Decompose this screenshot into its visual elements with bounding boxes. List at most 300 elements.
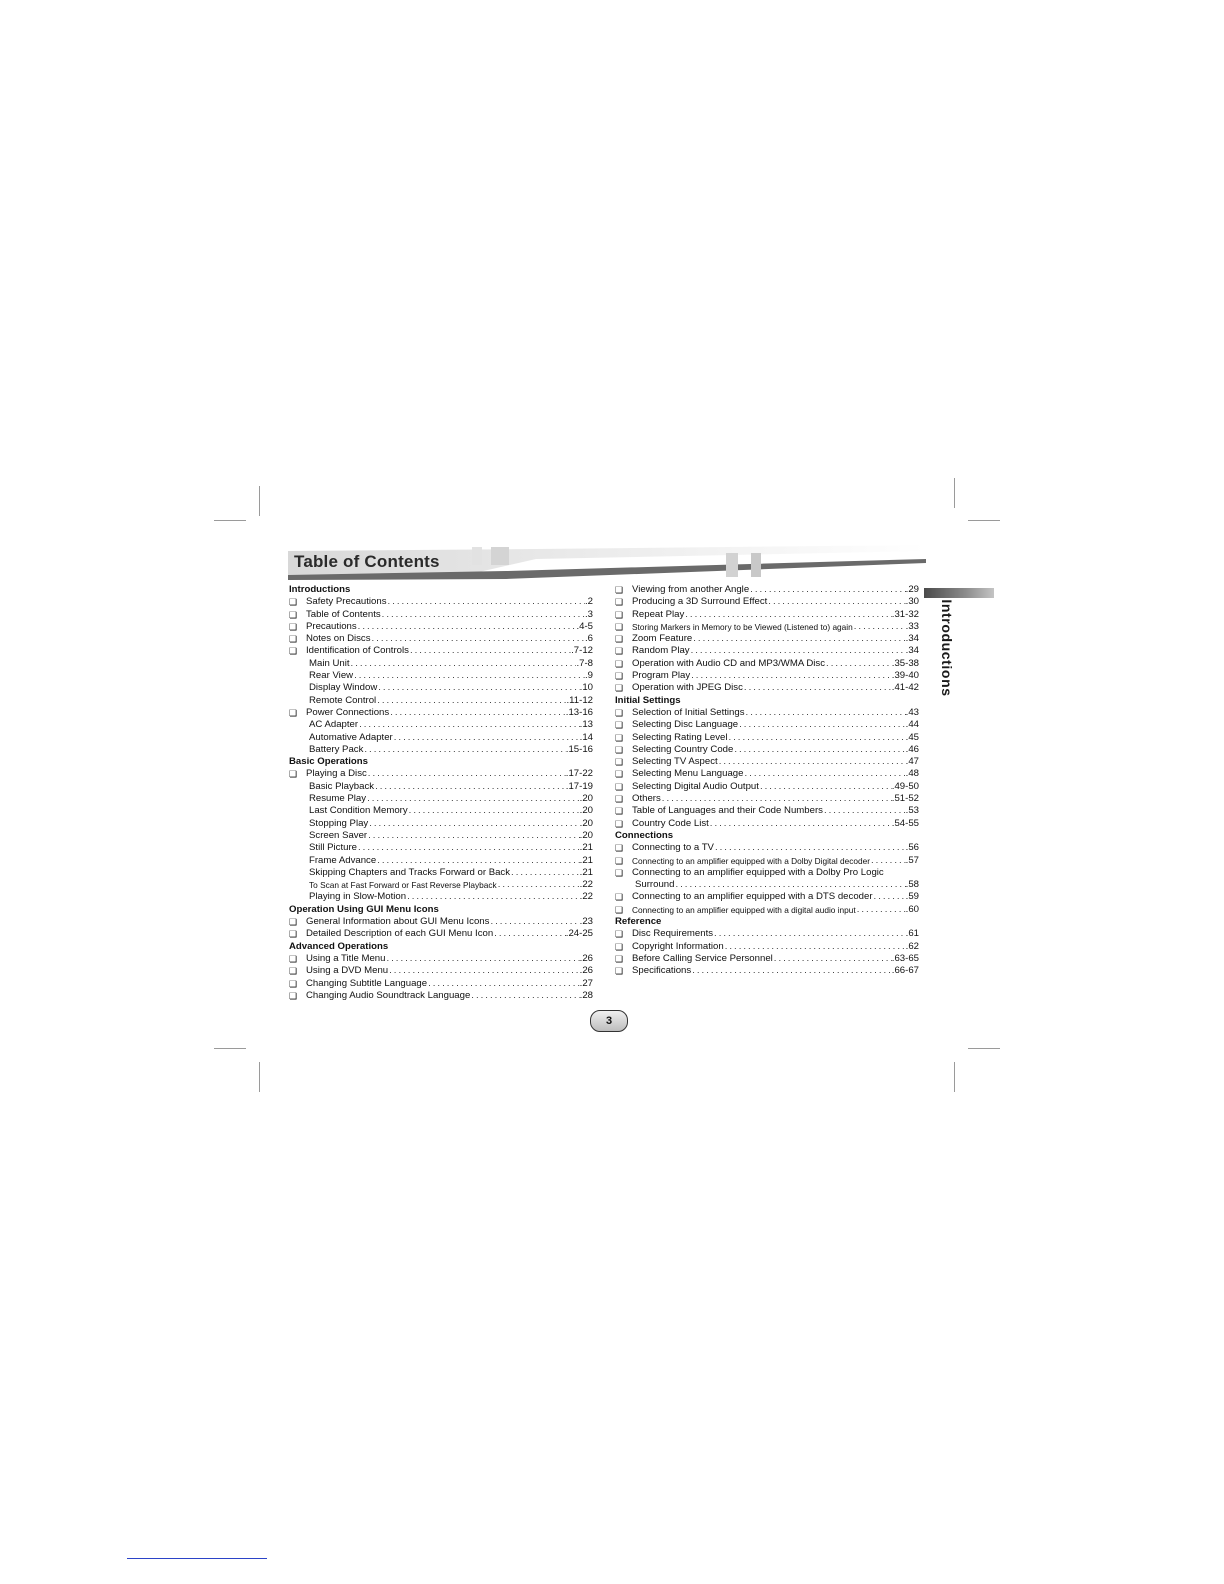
section-label: Basic Operations [289,756,368,768]
page-ref: .48 [905,768,919,780]
toc-entry[interactable] [615,904,919,916]
page-ref: .33 [905,620,919,632]
dot-leader [387,596,585,608]
entry-label: Operation with JPEG Disc [632,682,743,694]
page-ref: .11-12 [566,694,593,706]
page-title: Table of Contents [294,552,440,571]
checkbox-bullet-icon: ❏ [289,953,298,964]
page-ref: .13-16 [565,706,593,718]
checkbox-bullet-icon: ❏ [615,794,624,805]
dot-leader [371,633,585,645]
dot-leader [767,596,905,608]
crop-mark [214,1048,246,1049]
page-ref: .44 [905,719,919,731]
entry-label: Detailed Description of each GUI Menu Icon [306,928,494,940]
entry-label: Zoom Feature [632,633,693,645]
toc-section-heading[interactable] [615,830,919,842]
checkbox-bullet-icon: ❏ [615,781,624,792]
dot-leader [749,584,906,596]
dot-leader [350,658,577,670]
toc-entry[interactable] [615,670,919,682]
entry-label: Power Connections [306,706,390,718]
entry-label: Notes on Discs [306,633,371,645]
entry-label: Table of Languages and their Code Numbers [632,805,823,817]
dot-leader [374,781,566,793]
page-ref: .41-42 [891,682,919,694]
dot-leader [661,793,892,805]
checkbox-bullet-icon: ❏ [615,707,624,718]
toc-subentry[interactable] [289,781,593,793]
toc-section-heading[interactable] [289,756,593,768]
page-ref: .30 [905,596,919,608]
entry-label: Selecting Digital Audio Output [632,780,759,792]
page-ref: .17-22 [565,768,593,780]
checkbox-bullet-icon: ❏ [289,966,298,977]
page-ref: .27 [579,977,593,989]
toc-entry[interactable] [615,645,919,657]
side-section-label: Introductions [939,599,955,697]
checkbox-bullet-icon: ❏ [615,818,624,829]
checkbox-bullet-icon: ❏ [615,683,624,694]
entry-label: Repeat Play [632,608,685,620]
entry-label: Connecting to an amplifier equipped with a DTS decoder [632,891,873,903]
page-ref: .63-65 [891,952,919,964]
dot-leader [367,830,580,842]
toc-subentry[interactable] [289,879,593,891]
checkbox-bullet-icon: ❏ [289,609,298,620]
page-ref: .10 [579,682,593,694]
checkbox-bullet-icon: ❏ [289,621,298,632]
entry-label: Main Unit [309,657,350,669]
page-ref: .22 [579,879,593,891]
entry-label: Last Condition Memory [309,805,408,817]
toc-entry[interactable] [615,928,919,940]
dot-leader [357,842,580,854]
entry-label: Resume Play [309,793,367,805]
side-tab-bar [924,588,994,598]
entry-label: Storing Markers in Memory to be Viewed (Listened to) again [632,621,853,632]
dot-leader [408,805,580,817]
entry-label: Display Window [309,682,378,694]
dot-leader [470,990,579,1002]
checkbox-bullet-icon: ❏ [615,585,624,595]
page-ref: .2 [584,596,593,608]
toc-entry[interactable] [615,805,919,817]
page-ref: .35-38 [891,657,919,669]
dot-leader [674,879,905,891]
entry-label: Playing a Disc [306,768,367,780]
toc-subentry[interactable] [289,867,593,879]
page-ref: .45 [905,731,919,743]
entry-label: Copyright Information [632,940,724,952]
entry-label: Viewing from another Angle [632,584,750,595]
dot-leader [363,744,565,756]
toc-subentry[interactable] [289,658,593,670]
page-ref: .66-67 [891,965,919,977]
page-ref: .20 [579,793,593,805]
dot-leader [745,707,906,719]
entry-label: Changing Audio Soundtrack Language [306,989,471,1001]
page-ref: .47 [905,756,919,768]
toc-section-heading[interactable] [615,916,919,928]
toc-entry[interactable] [615,633,919,645]
checkbox-bullet-icon: ❏ [289,597,298,608]
toc-entry[interactable] [289,621,593,633]
entry-label: AC Adapter [309,719,359,731]
entry-label: Selecting Country Code [632,743,734,755]
entry-label: Connecting to a TV [632,842,714,854]
toc-subentry[interactable] [289,805,593,817]
crop-mark [954,478,955,508]
toc-subentry[interactable] [615,879,919,891]
dot-leader [406,891,580,903]
toc-entry[interactable] [289,928,593,940]
entry-label: General Information about GUI Menu Icons [306,916,490,928]
dot-leader [733,744,905,756]
entry-label: Precautions [306,620,357,632]
entry-label: Disc Requirements [632,928,714,940]
dot-leader [427,978,580,990]
entry-label: Still Picture [309,842,357,854]
entry-label: Country Code List [632,817,709,829]
toc-entry[interactable] [289,645,593,657]
toc-subentry[interactable] [289,682,593,694]
checkbox-bullet-icon: ❏ [615,732,624,743]
entry-label: Selecting Rating Level [632,731,728,743]
toc-entry[interactable] [615,953,919,965]
dot-leader [856,904,906,916]
dot-leader [773,953,892,965]
checkbox-bullet-icon: ❏ [615,806,624,817]
page-ref: .59 [905,891,919,903]
page-ref: .3 [584,608,593,620]
toc-subentry[interactable] [289,695,593,707]
page-ref: .4-5 [576,620,593,632]
toc-entry[interactable] [615,867,919,879]
entry-label: Safety Precautions [306,596,387,608]
toc-subentry[interactable] [289,830,593,842]
checkbox-bullet-icon: ❏ [615,720,624,731]
page-ref: .20 [579,829,593,841]
toc-entry[interactable] [289,990,593,1002]
toc-section-heading[interactable] [289,584,593,596]
toc-entry[interactable] [615,842,919,854]
dot-leader [743,768,905,780]
page-ref: .61 [905,928,919,940]
page-ref: .21 [579,866,593,878]
toc-entry[interactable] [615,584,919,596]
toc-subentry[interactable] [289,793,593,805]
toc-subentry[interactable] [289,891,593,903]
dot-leader [825,658,892,670]
toc-entry[interactable] [289,953,593,965]
checkbox-bullet-icon: ❏ [615,634,624,645]
toc-entry[interactable] [289,965,593,977]
entry-label: Specifications [632,965,692,977]
checkbox-bullet-icon: ❏ [615,855,624,866]
page-ref: .43 [905,706,919,718]
toc-entry[interactable] [289,768,593,780]
checkbox-bullet-icon: ❏ [615,953,624,964]
entry-label: Basic Playback [309,780,375,792]
page-ref: .7-8 [576,657,593,669]
crop-mark [968,520,1000,521]
dot-leader [381,609,585,621]
section-label: Advanced Operations [289,940,389,952]
toc-entry[interactable] [615,732,919,744]
toc-subentry[interactable] [289,818,593,830]
toc-entry[interactable] [615,621,919,633]
toc-subentry[interactable] [289,732,593,744]
entry-label: Stopping Play [309,817,369,829]
page-ref: .14 [579,731,593,743]
toc-entry[interactable] [615,891,919,903]
toc-subentry[interactable] [289,744,593,756]
dot-leader [388,965,580,977]
page-ref: .29 [905,584,919,595]
entry-label: Program Play [632,670,691,682]
page-ref: .20 [579,817,593,829]
dot-leader [368,818,579,830]
dot-leader [759,781,892,793]
toc-entry[interactable] [615,682,919,694]
toc-entry[interactable] [289,633,593,645]
crop-mark [259,486,260,516]
footer-link-line [127,1558,267,1559]
entry-label: Surround [635,879,675,891]
page-ref: .28 [579,989,593,1001]
checkbox-bullet-icon: ❏ [615,757,624,768]
entry-label: Selecting Menu Language [632,768,744,780]
toc-subentry[interactable] [289,855,593,867]
checkbox-bullet-icon: ❏ [615,904,624,915]
section-label: Operation Using GUI Menu Icons [289,903,439,915]
dot-leader [713,928,906,940]
checkbox-bullet-icon: ❏ [615,892,624,903]
dot-leader [389,707,566,719]
section-label: Initial Settings [615,694,681,706]
dot-leader [692,633,905,645]
page-ref: .26 [579,952,593,964]
entry-label: Selecting TV Aspect [632,756,718,768]
entry-label: Playing in Slow-Motion [309,891,407,903]
entry-label: Using a DVD Menu [306,965,389,977]
section-label: Reference [615,916,662,928]
toc-entry[interactable] [615,855,919,867]
entry-label: Battery Pack [309,743,364,755]
section-label: Introductions [289,584,351,595]
checkbox-bullet-icon: ❏ [289,990,298,1001]
page-ref: .24-25 [565,928,593,940]
dot-leader [714,842,906,854]
toc-entry[interactable] [289,916,593,928]
page-header [286,545,926,581]
page-ref: .23 [579,916,593,928]
crop-mark [259,1062,260,1092]
dot-leader [853,621,906,633]
toc-section-heading[interactable] [289,904,593,916]
dot-leader [385,953,579,965]
toc-subentry[interactable] [289,842,593,854]
dot-leader [724,941,906,953]
toc-entry[interactable] [615,719,919,731]
toc-entry[interactable] [615,744,919,756]
dot-leader [691,965,892,977]
page-ref: .34 [905,633,919,645]
dot-leader [489,916,579,928]
toc-entry[interactable] [615,756,919,768]
page-number-badge: 3 [590,1010,628,1032]
dot-leader [690,645,906,657]
section-label: Connections [615,829,674,841]
toc-entry[interactable] [615,596,919,608]
page-ref: .20 [579,805,593,817]
checkbox-bullet-icon: ❏ [615,671,624,682]
toc-entry[interactable] [615,658,919,670]
dot-leader [367,768,566,780]
entry-label: Random Play [632,645,690,657]
checkbox-bullet-icon: ❏ [615,867,624,878]
entry-label: Operation with Audio CD and MP3/WMA Disc [632,657,826,669]
toc-entry[interactable] [615,768,919,780]
entry-label: Connecting to an amplifier equipped with a Dolby Pro Logic [632,866,884,878]
checkbox-bullet-icon: ❏ [289,634,298,645]
page-ref: .22 [579,891,593,903]
dot-leader [870,855,906,867]
dot-leader [718,756,906,768]
page-ref: .62 [905,940,919,952]
dot-leader [409,645,571,657]
page-ref: .46 [905,743,919,755]
checkbox-bullet-icon: ❏ [615,744,624,755]
entry-label: Changing Subtitle Language [306,977,428,989]
toc-section-heading[interactable] [615,695,919,707]
entry-label: Rear View [309,670,354,682]
page-ref: .53 [905,805,919,817]
toc-entry[interactable] [615,793,919,805]
toc-entry[interactable] [289,596,593,608]
dot-leader [353,670,585,682]
page-ref: .58 [905,879,919,891]
page-ref: .57 [905,854,919,866]
toc-entry[interactable] [615,965,919,977]
checkbox-bullet-icon: ❏ [289,769,298,780]
entry-label: Producing a 3D Surround Effect [632,596,768,608]
dot-leader [376,855,579,867]
toc-right-column [615,584,919,978]
toc-entry[interactable] [615,818,919,830]
checkbox-bullet-icon: ❏ [615,941,624,952]
checkbox-bullet-icon: ❏ [615,597,624,608]
toc-entry[interactable] [615,609,919,621]
toc-left-column [289,584,593,1002]
checkbox-bullet-icon: ❏ [289,707,298,718]
toc-entry[interactable] [289,978,593,990]
entry-label: Selection of Initial Settings [632,706,745,718]
page-ref: .49-50 [891,780,919,792]
checkbox-bullet-icon: ❏ [289,978,298,989]
entry-label: Others [632,793,661,805]
page-ref: .54-55 [891,817,919,829]
entry-label: Automative Adapter [309,731,393,743]
page-ref: .15-16 [565,743,593,755]
page-ref: .13 [579,719,593,731]
page-ref: .39-40 [891,670,919,682]
checkbox-bullet-icon: ❏ [615,646,624,657]
crop-mark [954,1062,955,1092]
checkbox-bullet-icon: ❏ [615,609,624,620]
checkbox-bullet-icon: ❏ [615,658,624,669]
entry-label: Using a Title Menu [306,952,386,964]
checkbox-bullet-icon: ❏ [289,646,298,657]
page-ref: .7-12 [571,645,593,657]
dot-leader [690,670,892,682]
page-ref: .6 [584,633,593,645]
page-ref: .21 [579,842,593,854]
toc-section-heading[interactable] [289,941,593,953]
page-ref: .9 [584,670,593,682]
page-ref: .31-32 [891,608,919,620]
page-ref: .21 [579,854,593,866]
checkbox-bullet-icon: ❏ [615,929,624,940]
dot-leader [510,867,580,879]
toc-entry[interactable] [615,781,919,793]
dot-leader [493,928,566,940]
dot-leader [823,805,906,817]
checkbox-bullet-icon: ❏ [289,929,298,940]
entry-label: Selecting Disc Language [632,719,739,731]
toc-entry[interactable] [615,707,919,719]
page-ref: .17-19 [565,780,593,792]
entry-label: Identification of Controls [306,645,409,657]
checkbox-bullet-icon: ❏ [615,966,624,977]
checkbox-bullet-icon: ❏ [615,621,624,632]
dot-leader [873,891,906,903]
entry-label: Before Calling Service Personnel [632,952,773,964]
page-ref: .56 [905,842,919,854]
dot-leader [357,621,577,633]
dot-leader [738,719,906,731]
toc-subentry[interactable] [289,719,593,731]
page-ref: .51-52 [891,793,919,805]
page-ref: .34 [905,645,919,657]
toc-subentry[interactable] [289,670,593,682]
dot-leader [709,818,892,830]
crop-mark [968,1048,1000,1049]
entry-label: Remote Control [309,694,377,706]
page-ref: .60 [905,903,919,915]
entry-label: Skipping Chapters and Tracks Forward or Back [309,866,511,878]
dot-leader [376,695,566,707]
toc-entry[interactable] [615,941,919,953]
dot-leader [743,682,892,694]
entry-label: Connecting to an amplifier equipped with a Dolby Digital decoder [632,855,870,866]
page-ref: .26 [579,965,593,977]
dot-leader [684,609,892,621]
checkbox-bullet-icon: ❏ [615,769,624,780]
toc-entry[interactable] [289,609,593,621]
crop-mark [214,520,246,521]
dot-leader [393,732,580,744]
toc-entry[interactable] [289,707,593,719]
entry-label: Frame Advance [309,854,377,866]
entry-label: Table of Contents [306,608,381,620]
dot-leader [377,682,579,694]
dot-leader [358,719,580,731]
entry-label: Screen Saver [309,829,368,841]
dot-leader [497,879,580,891]
dot-leader [366,793,580,805]
